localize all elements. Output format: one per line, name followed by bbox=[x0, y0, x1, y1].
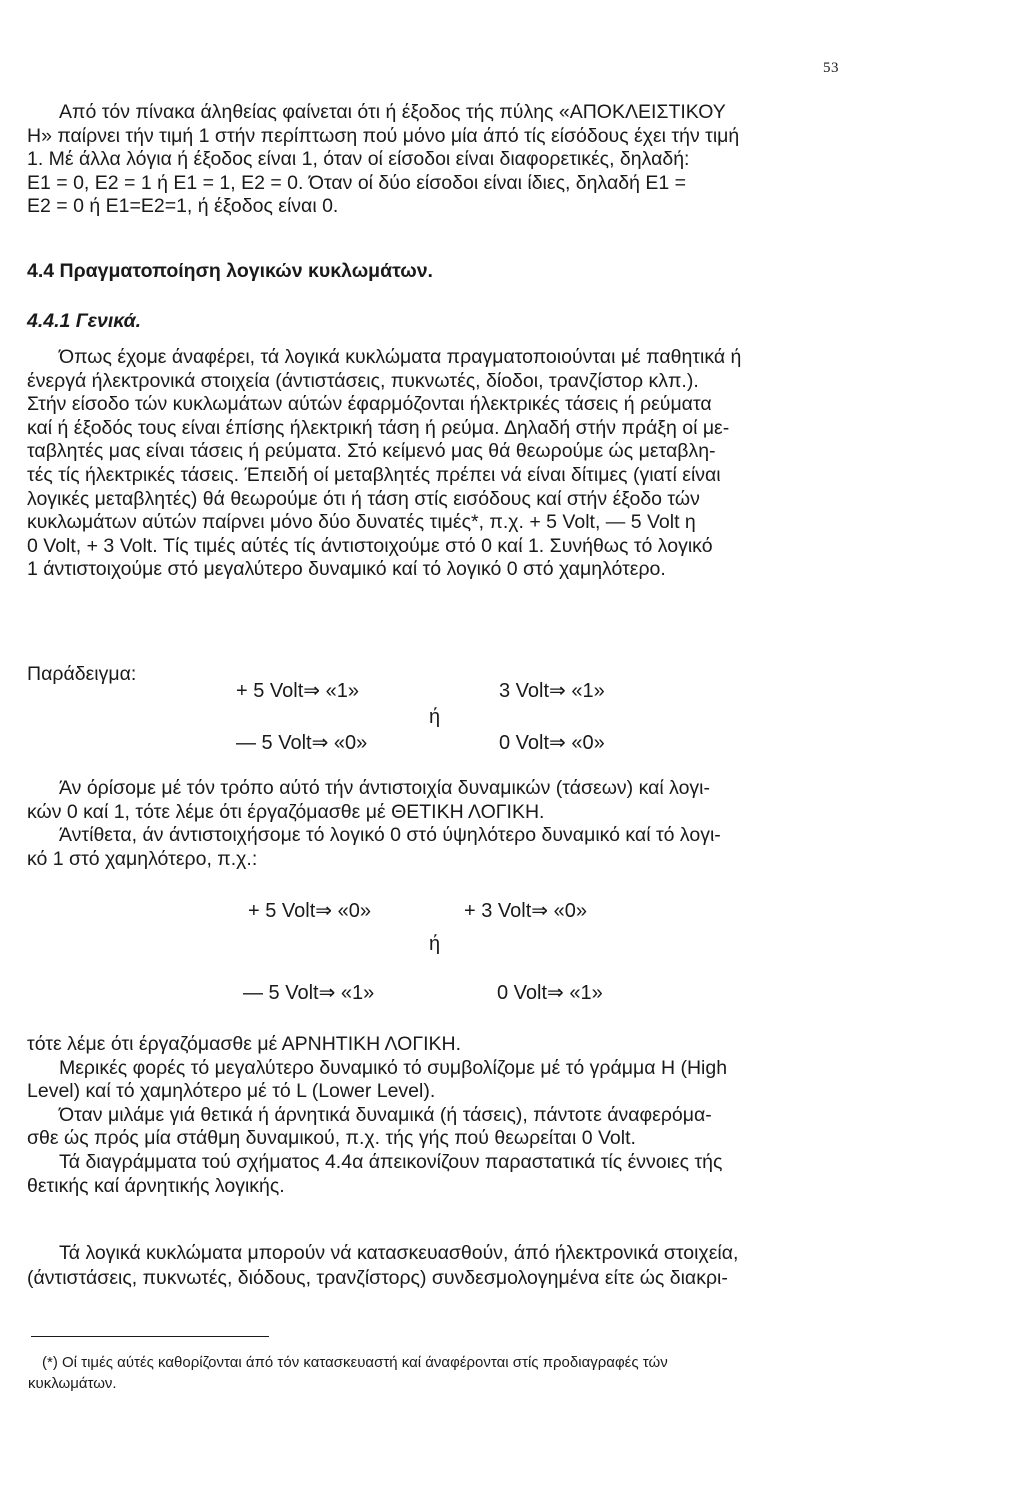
text-line: τές τίς ήλεκτρικές τάσεις. Έπειδή οί μεταβλητές πρέπει νά είναι δίτιμες (γιατί είναι bbox=[27, 463, 721, 486]
text-line: Level) καί τό χαμηλότερο μέ τό L (Lower Level). bbox=[27, 1080, 436, 1103]
text-line: Τά διαγράμματα τού σχήματος 4.4α άπεικονίζουν παραστατικά τίς έννοιες τής bbox=[59, 1150, 723, 1173]
example-2-row1-right: + 3 Volt⇒ «0» bbox=[464, 900, 587, 922]
text-line: κών 0 καί 1, τότε λέμε ότι έργαζόμασθε μέ ΘΕΤΙΚΗ ΛΟΓΙΚΗ. bbox=[27, 800, 545, 823]
paragraph-circuits bbox=[27, 1241, 872, 1291]
text-line: Άν όρίσομε μέ τόν τρόπο αύτό τήν άντιστοιχία δυναμικών (τάσεων) καί λογι- bbox=[59, 777, 711, 799]
footnote-line: (*) Οί τιμές αύτές καθορίζονται άπό τόν κατασκευαστή καί άναφέρονται στίς προδιαγραφές τών bbox=[42, 1354, 668, 1371]
text-line: λογικές μεταβλητές) θά θεωρούμε ότι ή τάση στίς εισόδους καί στήν έξοδο τών bbox=[27, 487, 700, 510]
example-1-row1-right: 3 Volt⇒ «1» bbox=[499, 680, 605, 702]
footnote-line: κυκλωμάτων. bbox=[28, 1375, 117, 1392]
paragraph-general bbox=[27, 346, 872, 582]
text-line: σθε ώς πρός μία στάθμη δυναμικού, π.χ. τής γής πού θεωρείται 0 Volt. bbox=[27, 1127, 636, 1150]
example-1-or: ή bbox=[429, 706, 441, 728]
text-line: E1 = 0, E2 = 1 ή E1 = 1, E2 = 0. Όταν οί δύο είσοδοι είναι ίδιες, δηλαδή E1 = bbox=[27, 171, 687, 194]
example-1-row1-left: + 5 Volt⇒ «1» bbox=[236, 680, 359, 702]
text-line: E2 = 0 ή E1=E2=1, ή έξοδος είναι 0. bbox=[27, 195, 339, 218]
text-line: (άντιστάσεις, πυκνωτές, διόδους, τρανζίστορς) συνδεσμολογημένα είτε ώς διακρι- bbox=[27, 1267, 728, 1289]
text-line: Η» παίρνει τήν τιμή 1 στήν περίπτωση πού μόνο μία άπό τίς είσόδους έχει τήν τιμή bbox=[27, 124, 740, 147]
paragraph-truth-table bbox=[27, 101, 872, 219]
footnote-divider bbox=[31, 1336, 269, 1337]
text-line: Από τόν πίνακα άληθείας φαίνεται ότι ή έξοδος τής πύλης «ΑΠΟΚΛΕΙΣΤΙΚΟΥ bbox=[59, 101, 726, 123]
text-line: ένεργά ήλεκτρονικά στοιχεία (άντιστάσεις, πυκνωτές, δίοδοι, τρανζίστορ κλπ.). bbox=[27, 369, 699, 392]
text-line: Στήν είσοδο τών κυκλωμάτων αύτών έφαρμόζονται ήλεκτρικές τάσεις ή ρεύματα bbox=[27, 393, 712, 416]
text-line: Μερικές φορές τό μεγαλύτερο δυναμικό τό συμβολίζομε μέ τό γράμμα H (High bbox=[59, 1056, 728, 1079]
text-line: τότε λέμε ότι έργαζόμασθε μέ ΑΡΝΗΤΙΚΗ ΛΟΓΙΚΗ. bbox=[27, 1033, 461, 1055]
example-2-row2-right: 0 Volt⇒ «1» bbox=[497, 982, 603, 1004]
footnote bbox=[28, 1352, 873, 1394]
text-line: θετικής καί άρνητικής λογικής. bbox=[27, 1174, 285, 1197]
text-line: κό 1 στό χαμηλότερο, π.χ.: bbox=[27, 847, 258, 870]
subsection-heading: 4.4.1 Γενικά. bbox=[27, 310, 142, 332]
text-line: Τά λογικά κυκλώματα μπορούν νά κατασκευασθούν, άπό ήλεκτρονικά στοιχεία, bbox=[59, 1242, 739, 1264]
text-line: καί ή έξοδός τους είναι έπίσης ήλεκτρική τάση ή ρεύμα. Δηλαδή στήν πράξη οί με- bbox=[27, 416, 730, 439]
text-line: 1 άντιστοιχούμε στό μεγαλύτερο δυναμικό καί τό λογικό 0 στό χαμηλότερο. bbox=[27, 558, 666, 581]
text-line: Άντίθετα, άν άντιστοιχήσομε τό λογικό 0 στό ύψηλότερο δυναμικό καί τό λογι- bbox=[59, 824, 721, 847]
page-number: 53 bbox=[823, 60, 839, 76]
example-1-row2-right: 0 Volt⇒ «0» bbox=[499, 732, 605, 754]
text-line: κυκλωμάτων αύτών παίρνει μόνο δύο δυνατές τιμές*, π.χ. + 5 Volt, — 5 Volt η bbox=[27, 511, 696, 534]
text-line: Όταν μιλάμε γιά θετικά ή άρνητικά δυναμικά (ή τάσεις), πάντοτε άναφερόμα- bbox=[59, 1103, 712, 1126]
text-line: ταβλητές μας είναι τάσεις ή ρεύματα. Στό κείμενό μας θά θεωρούμε ώς μεταβλη- bbox=[27, 440, 716, 463]
text-line: Όπως έχομε άναφέρει, τά λογικά κυκλώματα πραγματοποιούνται μέ παθητικά ή bbox=[59, 346, 742, 368]
text-line: 1. Μέ άλλα λόγια ή έξοδος είναι 1, όταν οί είσοδοι είναι διαφορετικές, δηλαδή: bbox=[27, 148, 690, 171]
example-1-row2-left: — 5 Volt⇒ «0» bbox=[236, 732, 368, 754]
example-2-row2-left: — 5 Volt⇒ «1» bbox=[243, 982, 375, 1004]
example-2-row1-left: + 5 Volt⇒ «0» bbox=[248, 900, 371, 922]
section-heading: 4.4 Πραγματοποίηση λογικών κυκλωμάτων. bbox=[27, 260, 433, 282]
example-label: Παράδειγμα: bbox=[27, 663, 137, 685]
paragraph-positive-logic bbox=[27, 777, 872, 871]
paragraph-negative-logic bbox=[27, 1033, 872, 1198]
text-line: 0 Volt, + 3 Volt. Τίς τιμές αύτές τίς άντιστοιχούμε στό 0 καί 1. Συνήθως τό λογικό bbox=[27, 534, 713, 557]
example-2-or: ή bbox=[429, 933, 441, 955]
